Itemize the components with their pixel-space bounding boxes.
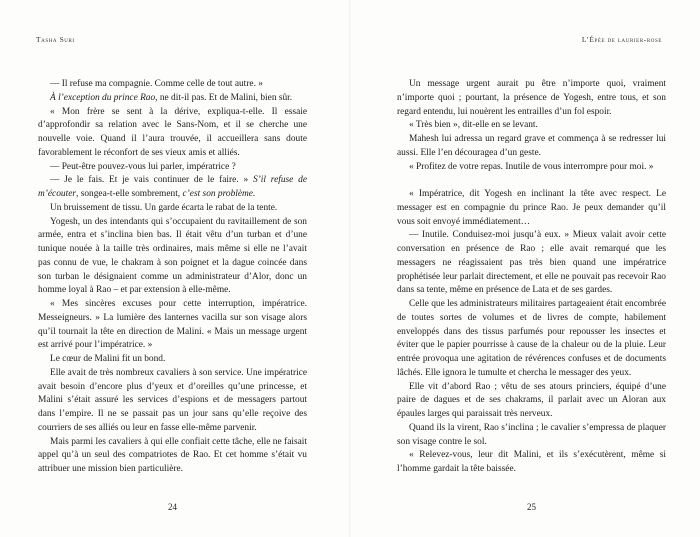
text-segment: — Je le fais. Et je vais continuer de le faire. » bbox=[50, 175, 253, 186]
paragraph bbox=[397, 78, 666, 119]
text-segment: — Peut-être pouvez-vous lui parler, impératrice ? bbox=[50, 161, 236, 172]
text-segment: Mahesh lui adressa un regard grave et commença à se redresser lui aussi. Elle l’en découragea d’un geste. bbox=[397, 134, 666, 158]
text-segment: , ne dit-il pas. Et de Malini, bien sûr. bbox=[155, 92, 293, 103]
paragraph bbox=[397, 188, 666, 229]
text-segment: Le cœur de Malini fit un bond. bbox=[50, 354, 166, 364]
paragraph bbox=[397, 119, 666, 133]
text-segment: Elle vit d’abord Rao ; vêtu de ses atours princiers, équipé d’une paire de dagues et de ses chakrams, il parlait avec un Aloran aux épaules larges qui paraissait très nerveux. bbox=[397, 381, 666, 419]
paragraph bbox=[38, 78, 307, 92]
paragraph bbox=[38, 202, 307, 216]
text-segment: — Inutile. Conduisez-moi jusqu’à eux. » Mieux valait avoir cette conversation en présence de Rao ; elle avait remarqué que les messagers ne réagissaient pas très bien quand une impératrice prophétisée leur parlait directement, et elle ne pouvait pas recevoir Rao dans sa tente, même en présence de Lata et de ses gardes. bbox=[397, 230, 666, 296]
text-segment: Quand ils la virent, Rao s’inclina ; le cavalier s’empressa de plaquer son visage contre le sol. bbox=[397, 422, 666, 447]
text-segment: Yogesh, un des intendants qui s’occupaient du ravitaillement de son armée, entra et s’inclina bien bas. Il était vêtu d’un turban et d’une tunique nouée à la taille très ordinaires, mais même si elle ne l’avait pas connu de vue, le chakram à son poignet et la dague coincée dans son turban le désignaient comme un administrateur d’Alor, donc un homme loyal à Rao – et par extension à elle-même. bbox=[38, 216, 307, 296]
paragraph bbox=[397, 161, 666, 175]
paragraph bbox=[38, 161, 307, 175]
text-segment: — Il refuse ma compagnie. Comme celle de tout autre. » bbox=[50, 79, 263, 89]
paragraph bbox=[38, 298, 307, 353]
text-segment: Un message urgent aurait pu être n’importe quoi, vraiment n’importe quoi ; pourtant, la présence de Yogesh, entre tous, et son regard entendu, lui nouèrent les entrailles d’un fol espoir. bbox=[397, 79, 666, 117]
text-segment: « Mon frère se sent à la dérive, expliqua-t-elle. Il essaie d’approfondir sa relation avec le Sans-Nom, et il se cherche une nouvelle voie. Quand il l’aura trouvée, il accueillera sans doute favorablement le réconfort de ses vieux amis et alliés. bbox=[38, 106, 307, 158]
paragraph bbox=[397, 229, 666, 298]
paragraph bbox=[397, 422, 666, 450]
paragraph bbox=[397, 133, 666, 161]
text-segment: « Profitez de votre repas. Inutile de vous interrompre pour moi. » bbox=[409, 161, 654, 172]
text-segment: Un bruissement de tissu. Un garde écarta le rabat de la tente. bbox=[50, 202, 278, 213]
paragraph bbox=[38, 92, 307, 106]
running-header-title: L’Épée de laurier-rose bbox=[581, 35, 662, 44]
italic-text-segment: S’il refuse de m’écouter bbox=[38, 175, 307, 199]
paragraph bbox=[397, 449, 666, 477]
text-segment: Celle que les administrateurs militaires partageaient était encombrée de toutes sortes de volumes et de livres de compte, habilement enveloppés dans des tissus parfumés pour repousser les insectes et éviter que le papier pourrisse à cause de la chaleur ou de la pluie. Leur entrée provoqua une agitation de révérences confuses et de documents lâchés. Elle ignora le tumulte et chercha le messager des yeux. bbox=[397, 299, 666, 378]
right-page-text bbox=[397, 78, 666, 477]
paragraph bbox=[38, 216, 307, 299]
page-number-left: 24 bbox=[168, 502, 177, 512]
text-segment: « Mes sincères excuses pour cette interruption, impératrice. Messeigneurs. » La lumière des lanternes vacilla sur son visage alors qu’il tournait la tête en direction de Malini. « Mais un message urgent est arrivé pour l’impératrice. » bbox=[38, 299, 307, 351]
text-segment: « Impératrice, dit Yogesh en inclinant la tête avec respect. Le messager est en compagnie du prince Rao. Je peux demander qu’il vous soit envoyé immédiatement… bbox=[397, 189, 666, 227]
paragraph bbox=[397, 381, 666, 422]
right-page bbox=[350, 0, 700, 537]
paragraph bbox=[38, 436, 307, 477]
italic-text-segment: À l’exception du prince Rao bbox=[50, 92, 156, 103]
text-segment: Elle avait de très nombreux cavaliers à son service. Une impératrice avait besoin d’encore plus d’yeux et d’oreilles qu’une princesse, et Malini s’était assuré les services d’espions et de messagers partout dans l’empire. Il ne se passait pas un jour sans qu’elle reçoive des courriers de ses alliés ou leur en fasse elle-même parvenir. bbox=[38, 367, 307, 433]
text-segment: , songea-t-elle sombrement, bbox=[76, 189, 183, 199]
running-header-author: Tasha Suri bbox=[36, 35, 75, 44]
paragraph bbox=[38, 367, 307, 436]
paragraph bbox=[397, 298, 666, 381]
text-segment: « Relevez-vous, leur dit Malini, et ils s’exécutèrent, même si l’homme gardait la tête baissée. bbox=[397, 450, 666, 474]
paragraph bbox=[38, 353, 307, 367]
left-page-text bbox=[38, 78, 307, 477]
page-number-right: 25 bbox=[527, 502, 536, 512]
text-segment: Mais parmi les cavaliers à qui elle confiait cette tâche, elle ne faisait appel qu’à un seul des compatriotes de Rao. Et cet homme s’était vu attribuer une mission bien particulière. bbox=[38, 436, 307, 474]
paragraph bbox=[38, 174, 307, 202]
paragraph bbox=[38, 106, 307, 161]
text-segment: « Très bien », dit-elle en se levant. bbox=[409, 120, 538, 131]
italic-text-segment: c’est son problème. bbox=[182, 189, 256, 199]
